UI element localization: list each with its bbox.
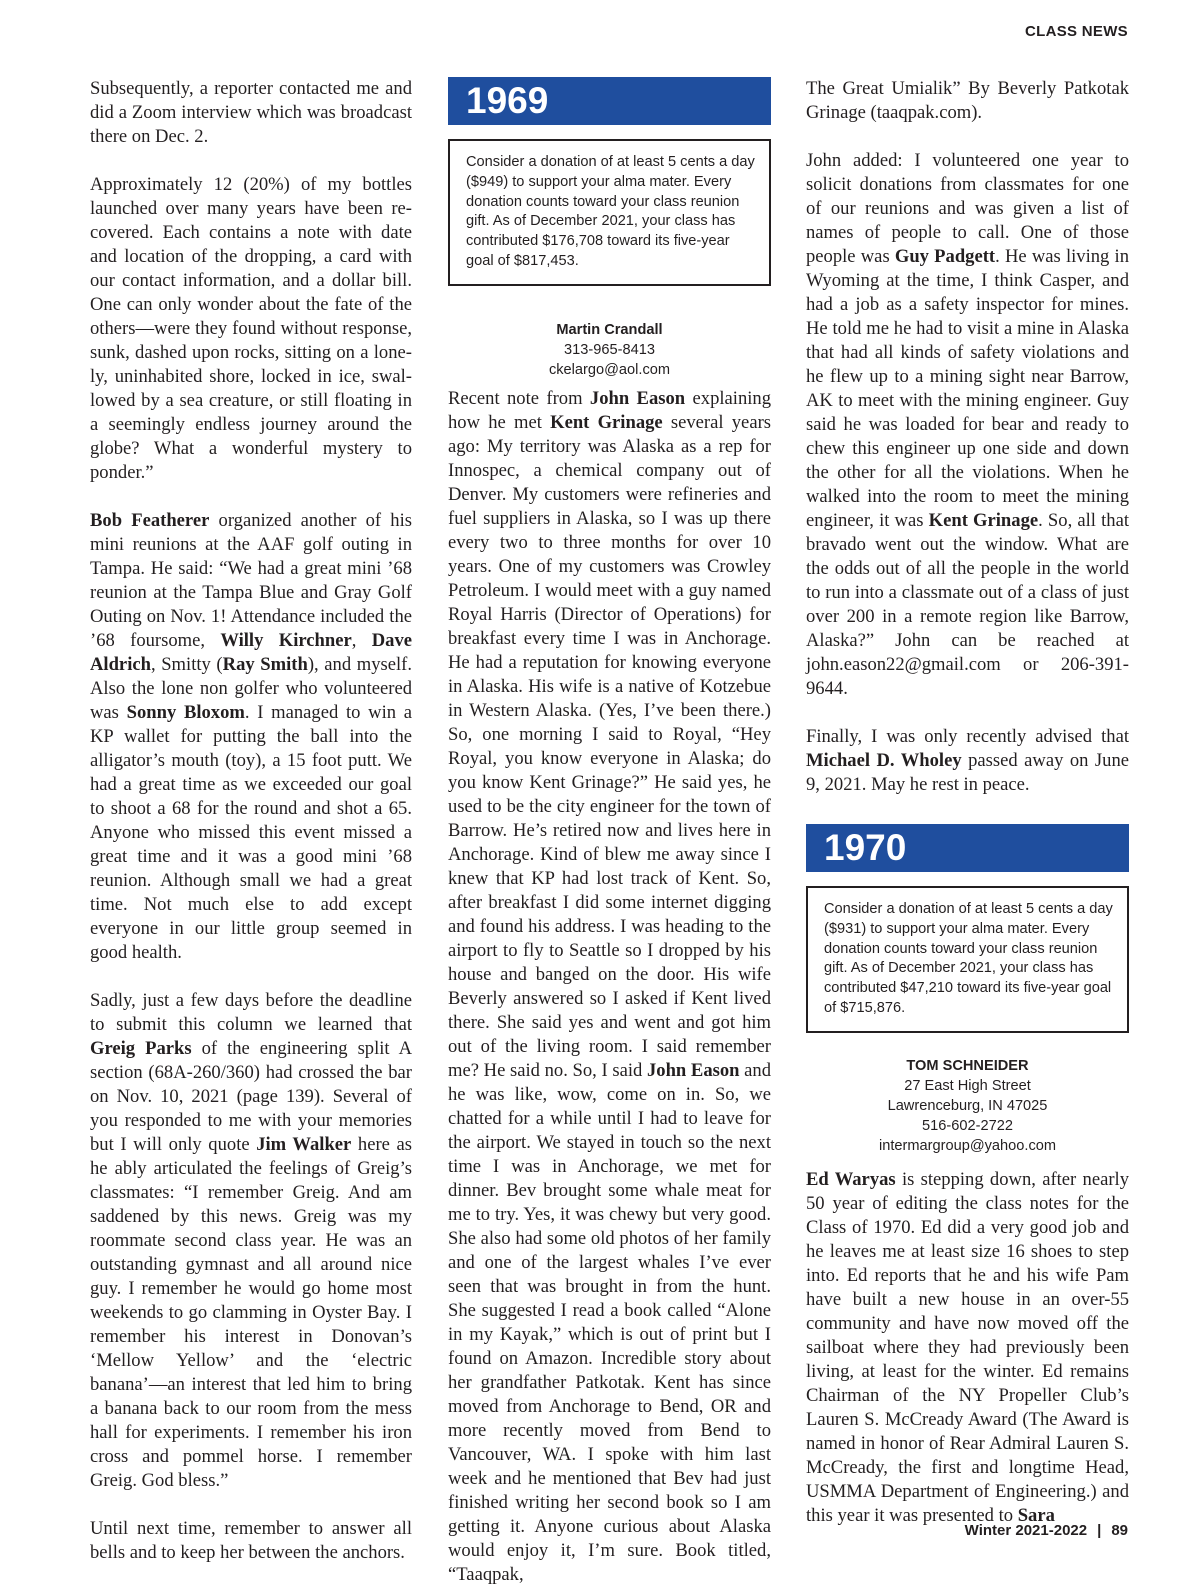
paragraph-ed-waryas: Ed Waryas is stepping down, after nearly 50 year of editing the class notes for the Class of 1970. Ed did a very good job and he leaves me at least size 16 shoes to step into. Ed reports that he and his wife Pam have built a new house in an over-55 community and have now moved off the sailboat where they had previously been living, at least for the winter. Ed remains Chairman of the NY Propeller Club’s Lauren S. McCready Award (The Award is named in honor of Rear Admiral Lauren S. McCready, the first and longtime Head, USMMA Department of Engineering.) and this year it was presented to Sara xyxy=(806,1168,1129,1526)
contact-name: Martin Crandall xyxy=(556,321,663,338)
classmate-name: Dave Aldrich xyxy=(90,630,413,675)
classmate-name: Guy Padgett xyxy=(894,246,996,267)
contact-phone: 516-602-2722 xyxy=(922,1117,1013,1134)
contact-name: TOM SCHNEIDER xyxy=(906,1057,1029,1074)
class-contact-1970 xyxy=(806,1056,1129,1156)
paragraph-bottles: Approximately 12 (20%) of my bottles launched over many years have been recovered. Each contains a note with date and location of the dropping, a card with our contact information, and a dollar bill. One can only wonder about the fate of the others—were they found without response, sunk, dashed upon rocks, sitting on a lonely, uninhabited shore, locked in ice, swallowed by a sea creature, or still floating in a seemingly endless journey around the globe? What a wonderful mystery to ponder.” xyxy=(90,174,412,483)
column-3 xyxy=(806,77,1129,1528)
classmate-name: Greig Parks xyxy=(90,1038,192,1059)
classmate-name: Ed Waryas xyxy=(806,1168,896,1190)
paragraph-reporter: Subsequently, a reporter contacted me and did a Zoom interview which was broadcast there on Dec. 2. xyxy=(90,78,412,147)
donation-box-1969: Consider a donation of at least 5 cents a day ($949) to support your alma mater. Every donation counts toward your class reunion gift. As of December 2021, your class has contributed $176,708 toward its five-year goal of $817,453. xyxy=(448,139,771,286)
paragraph-greig-parks: Sadly, just a few days before the deadline to submit this column we learned that Greig Parks of the engineering split A section (68A-260/360) had crossed the bar on Nov. 10, 2021 (page 139). Several of you responded to me with your memories but I will only quote Jim Walker here as he ably articulated the feelings of Greig’s classmates: “I remember Greig. And am saddened by this news. Greig was my roommate second class year. He was an outstanding gymnast and all around nice guy. I remember he would go home most weekends to go clamming in Oyster Bay. I remember his interest in Donovan’s ‘Mellow Yellow’ and the ‘electric banana’—an interest that led him to bring a banana back to our room from the mess hall for experiments. I remember his iron cross and pommel horse. I remember Greig. God bless.” xyxy=(90,990,412,1491)
classmate-name: Kent Grinage xyxy=(928,510,1039,531)
paragraph-closing: Until next time, remember to answer all bells and to keep her between the anchors. xyxy=(90,1518,412,1563)
classmate-name: John Eason xyxy=(646,1059,740,1081)
paragraph-john-eason: Recent note from John Eason explaining how he met Kent Grinage several years ago: My territory was Alaska as a rep for Innospec, a chemical company out of Denver. My customers were refineries and fuel suppliers in Alaska, so I was up there every two to three months for over 10 years. One of my customers was Crowley Petroleum. I would meet with a guy named Royal Harris (Director of Operations) for breakfast every time I was in Anchorage. He had a reputation for knowing everyone in Alaska. His wife is a native of Kotzebue in Western Alaska. (Yes, I’ve been there.) So, one morning I said to Royal, “Hey Royal, you know everyone in Alaska; do you know Kent Grinage?” He said yes, he used to be the city engineer for the town of Barrow. He’s retired now and lives here in Anchorage. Kind of blew me away since I knew that KP had lost track of Kent. So, after breakfast I did some internet digging and found his address. I was heading to the airport to fly to Seattle so I dropped by his house and banged on the door. His wife Beverly answered so I asked if Kent lived there. She said yes and went and got him out of the living room. I said remember me? He said no. So, I said John Eason and he was like, wow, come on in. So, we chatted for a while until I had to leave for the airport. We stayed in touch so the next time I was in Anchorage, we met for dinner. Bev brought some whale meat for me to try. Yes, it was chewy but very good. She also had some old photos of her family and one of the largest whales I’ve ever seen that was brought in from the hunt. She suggested I read a book called “Alone in my Kayak,” which is out of print but I found on Amazon. Incredible story about her grandfather Patkotak. Kent has since moved from Anchorage to Bend, OR and more recently moved from Bend to Vancouver, WA. I spoke with him last week and he mentioned that Bev had just finished writing her second book so I am getting it. Anyone curious about Alaska would enjoy it, I’m sure. Book titled, “Taaqpak, xyxy=(448,387,772,1585)
classmate-name: Ray Smith xyxy=(222,654,308,675)
classmate-name: Kent Grinage xyxy=(550,411,663,433)
classmate-name: John Eason xyxy=(589,387,686,409)
classmate-name: Sonny Bloxom xyxy=(126,702,245,723)
contact-street: 27 East High Street xyxy=(904,1077,1031,1094)
class-year-1970-heading: 1970 xyxy=(806,824,1129,872)
classmate-name: Sara xyxy=(1017,1504,1055,1526)
class-contact-1969 xyxy=(448,320,771,380)
classmate-name: Michael D. Wholey xyxy=(806,750,962,771)
contact-city: Lawrenceburg, IN 47025 xyxy=(887,1097,1048,1114)
column-1 xyxy=(90,77,412,1565)
contact-email: intermargroup@yahoo.com xyxy=(878,1137,1057,1154)
page-footer xyxy=(965,1522,1128,1539)
contact-email: ckelargo@aol.com xyxy=(548,361,671,378)
class-year-1969-heading: 1969 xyxy=(448,77,771,125)
footer-separator: | xyxy=(1097,1522,1102,1539)
donation-box-1970: Consider a donation of at least 5 cents a day ($931) to support your alma mater. Every donation counts toward your class reunion gift. As of December 2021, your class has contributed $47,210 toward its five-year goal of $715,876. xyxy=(806,886,1129,1033)
page-number: 89 xyxy=(1111,1522,1128,1539)
paragraph-mini-reunion: Bob Featherer organized another of his mini reunions at the AAF golf outing in Tampa. He said: “We had a great mini ’68 reunion at the Tampa Blue and Gray Golf Outing on Nov. 1! Attendance included the ’68 foursome, Willy Kirchner, Dave Aldrich, Smitty (Ray Smith), and myself. Also the lone non golfer who volunteered was Sonny Bloxom. I managed to win a KP wallet for putting the ball into the alligator’s mouth (toy), a 15 foot putt. We had a great time as we exceeded our goal to shoot a 68 for the round and shot a 65. Anyone who missed this event missed a great time and it was a good mini ’68 reunion. Although small we had a great time. Not much else to add except everyone in our little group seemed in good health. xyxy=(90,510,413,963)
paragraph-book-title: The Great Umialik” By Beverly Patkotak Grinage (taaqpak.com). xyxy=(806,78,1129,123)
classmate-name: Bob Featherer xyxy=(90,510,210,531)
paragraph-wholey: Finally, I was only recently advised that Michael D. Wholey passed away on June 9, 2021. May he rest in peace. xyxy=(806,726,1129,795)
contact-phone: 313-965-8413 xyxy=(564,341,655,358)
column-2 xyxy=(448,77,771,1587)
section-header: CLASS NEWS xyxy=(1024,23,1128,40)
paragraph-guy-padgett: John added: I volunteered one year to solicit donations from classmates for one of our reunions and was given a list of names of people to call. One of those people was Guy Padgett. He was living in Wyoming at the time, I think Casper, and had a job as a safety inspector for mines. He told me he had to visit a mine in Alaska that had all kinds of safety violations and he flew up to a mining sight near Barrow, AK to meet with the mining engineer. Guy said he was loaded for bear and ready to chew this engineer up one side and down the other for all the violations. When he walked into the room to meet the mining engineer, it was Kent Grinage. So, all that bravado went out the window. What are the odds out of all the people in the world to run into a classmate out of a class of just over 200 in a remote region like Barrow, Alaska?” John can be reached at john.eason22@gmail.com or 206-391-9644. xyxy=(806,150,1129,699)
classmate-name: Jim Walker xyxy=(256,1134,352,1155)
classmate-name: Willy Kirchner xyxy=(220,630,352,651)
issue-label: Winter 2021-2022 xyxy=(964,1522,1088,1539)
